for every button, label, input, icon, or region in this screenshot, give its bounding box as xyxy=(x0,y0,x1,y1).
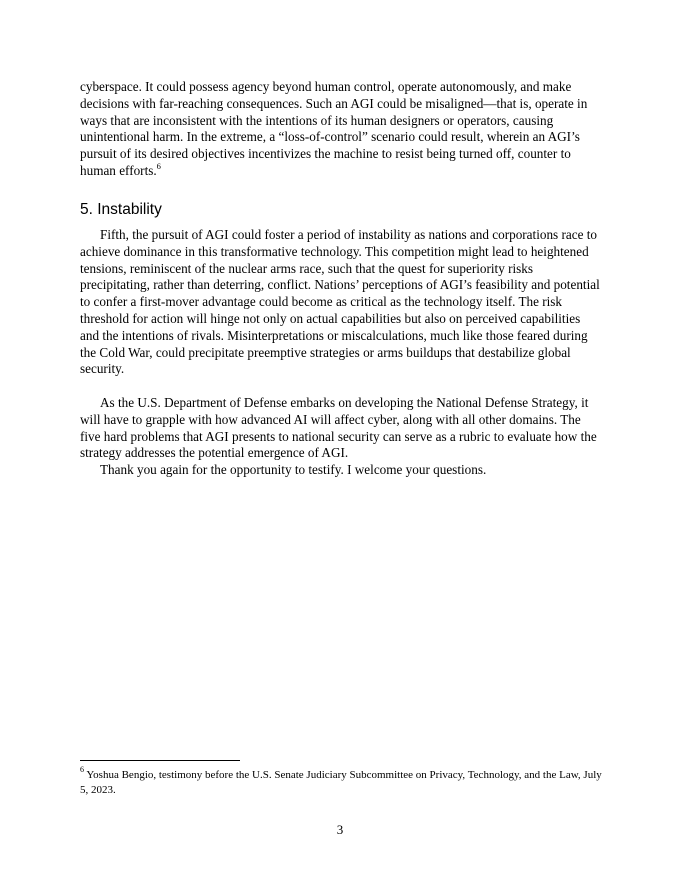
footnote-text: Yoshua Bengio, testimony before the U.S. Senate Judiciary Subcommittee on Privacy, Technology, and the Law, July 5, 2023. xyxy=(80,769,602,796)
continuation-paragraph xyxy=(80,79,602,180)
footnote-separator xyxy=(80,760,240,761)
section-paragraph-1: Fifth, the pursuit of AGI could foster a period of instability as nations and corporations race to achieve dominance in this transformative technology. This competition might lead to heightened tensions, reminiscent of the nuclear arms race, such that the quest for superiority risks precipitating, rather than deterring, conflict. Nations’ perceptions of AGI’s feasibility and potential to confer a first-mover advantage could become as critical as the technology itself. The risk threshold for action will hinge not only on actual capabilities but also on perceived capabilities and the intentions of rivals. Misinterpretations or miscalculations, much like those feared during the Cold War, could precipitate preemptive strategies or arms buildups that destabilize global security. xyxy=(80,227,600,377)
footnote-reference: 6 xyxy=(156,160,161,171)
continuation-paragraph-text: cyberspace. It could possess agency beyond human control, operate autonomously, and make decisions with far-reaching consequences. Such an AGI could be misaligned—that is, operate in ways that are inconsistent with the intentions of its human designers or operators, causing unintentional harm. In the extreme, a “loss-of-control” scenario could result, wherein an AGI’s pursuit of its desired objectives incentivizes the machine to resist being turned off, counter to human efforts. xyxy=(80,79,588,178)
closing-paragraph: Thank you again for the opportunity to testify. I welcome your questions. xyxy=(100,462,487,478)
section-body xyxy=(80,227,602,479)
page-number: 3 xyxy=(336,822,344,837)
footnote-number: 6 xyxy=(80,765,84,775)
continuation-paragraph-block xyxy=(80,79,602,180)
section-paragraph-2: As the U.S. Department of Defense embarks on developing the National Defense Strategy, it will have to grapple with how advanced AI will affect cyber, along with all other domains. The five hard problems that AGI presents to national security can serve as a rubric to evaluate how the strategy addresses the potential emergence of AGI. xyxy=(80,394,597,461)
footnote xyxy=(80,765,602,798)
section-heading: 5. Instability xyxy=(80,201,162,218)
